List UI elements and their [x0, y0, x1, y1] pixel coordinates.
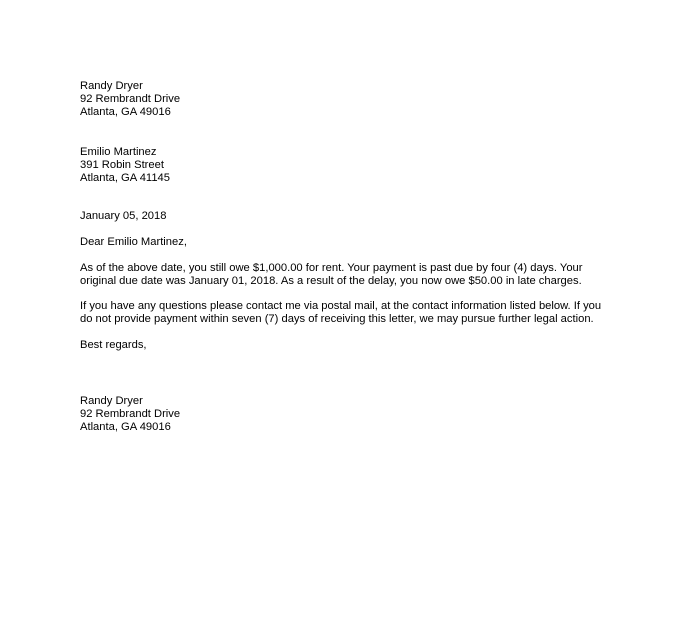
recipient-name: Emilio Martinez: [80, 146, 157, 158]
salutation: Dear Emilio Martinez,: [80, 236, 187, 248]
letter-date: January 05, 2018: [80, 210, 167, 222]
recipient-street: 391 Robin Street: [80, 159, 164, 172]
signature-street: 92 Rembrandt Drive: [80, 408, 181, 421]
sender-address-block: [80, 80, 610, 120]
recipient-address-block: [80, 146, 610, 186]
signature-name: Randy Dryer: [80, 395, 143, 407]
body-paragraph-1: As of the above date, you still owe $1,000.00 for rent. Your payment is past due by four (4) days. Your original due date was January 01, 2018. As a result of the delay, you now owe $50.00 in late charges.: [80, 262, 583, 288]
sender-street: 92 Rembrandt Drive: [80, 93, 181, 106]
signature-block: [80, 395, 610, 435]
sender-name: Randy Dryer: [80, 80, 143, 92]
signature-city-line: Atlanta, GA 49016: [80, 421, 171, 434]
recipient-city-line: Atlanta, GA 41145: [80, 172, 170, 185]
closing: Best regards,: [80, 339, 147, 351]
sender-city-line: Atlanta, GA 49016: [80, 106, 171, 119]
body-paragraph-2: If you have any questions please contact me via postal mail, at the contact information listed below. If you do not provide payment within seven (7) days of receiving this letter, we may pursue further legal action.: [80, 300, 602, 326]
